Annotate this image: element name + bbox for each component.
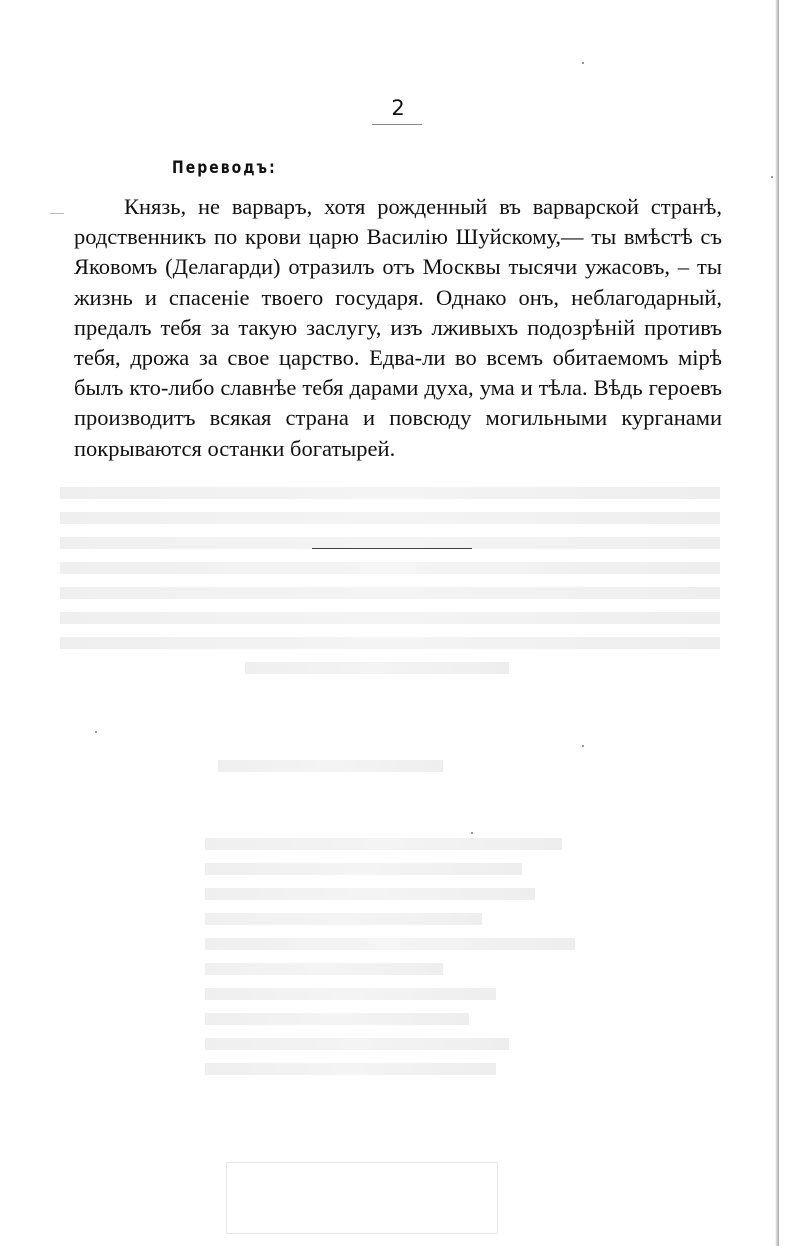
- speck: [771, 176, 773, 178]
- speck: [582, 62, 584, 64]
- show-through-stamp: [226, 1162, 498, 1234]
- show-through-text: [60, 474, 720, 1088]
- page-number: 2: [391, 96, 405, 120]
- section-heading: Переводъ:: [172, 158, 277, 178]
- separator-rule: [312, 548, 472, 549]
- translation-text: [74, 192, 722, 464]
- translation-paragraph: Князь, не варваръ, хотя рожденный въ варварской странѣ, родственникъ по крови царю Василію Шуйскому,— ты вмѣстѣ съ Яковомъ (Делагарди) отразилъ отъ Москвы тысячи ужасовъ, – ты жизнь и спасеніе твоего государя. Однако онъ, неблагодарный, предалъ тебя за такую заслугу, изъ лживыхъ подозрѣній противъ тебя, дрожа за свое царство. Едва-ли во всемъ обитаемомъ мірѣ былъ кто-либо славнѣе тебя дарами духа, ума и тѣла. Вѣдь героевъ производитъ всякая страна и повсюду могильными курганами покрываются останки богатырей.: [74, 194, 722, 461]
- speck: [471, 832, 473, 834]
- speck: [582, 745, 584, 747]
- speck: [95, 731, 97, 733]
- margin-mark: [50, 213, 64, 214]
- page-edge-shadow: [775, 0, 779, 1246]
- page-number-rule: [372, 124, 422, 125]
